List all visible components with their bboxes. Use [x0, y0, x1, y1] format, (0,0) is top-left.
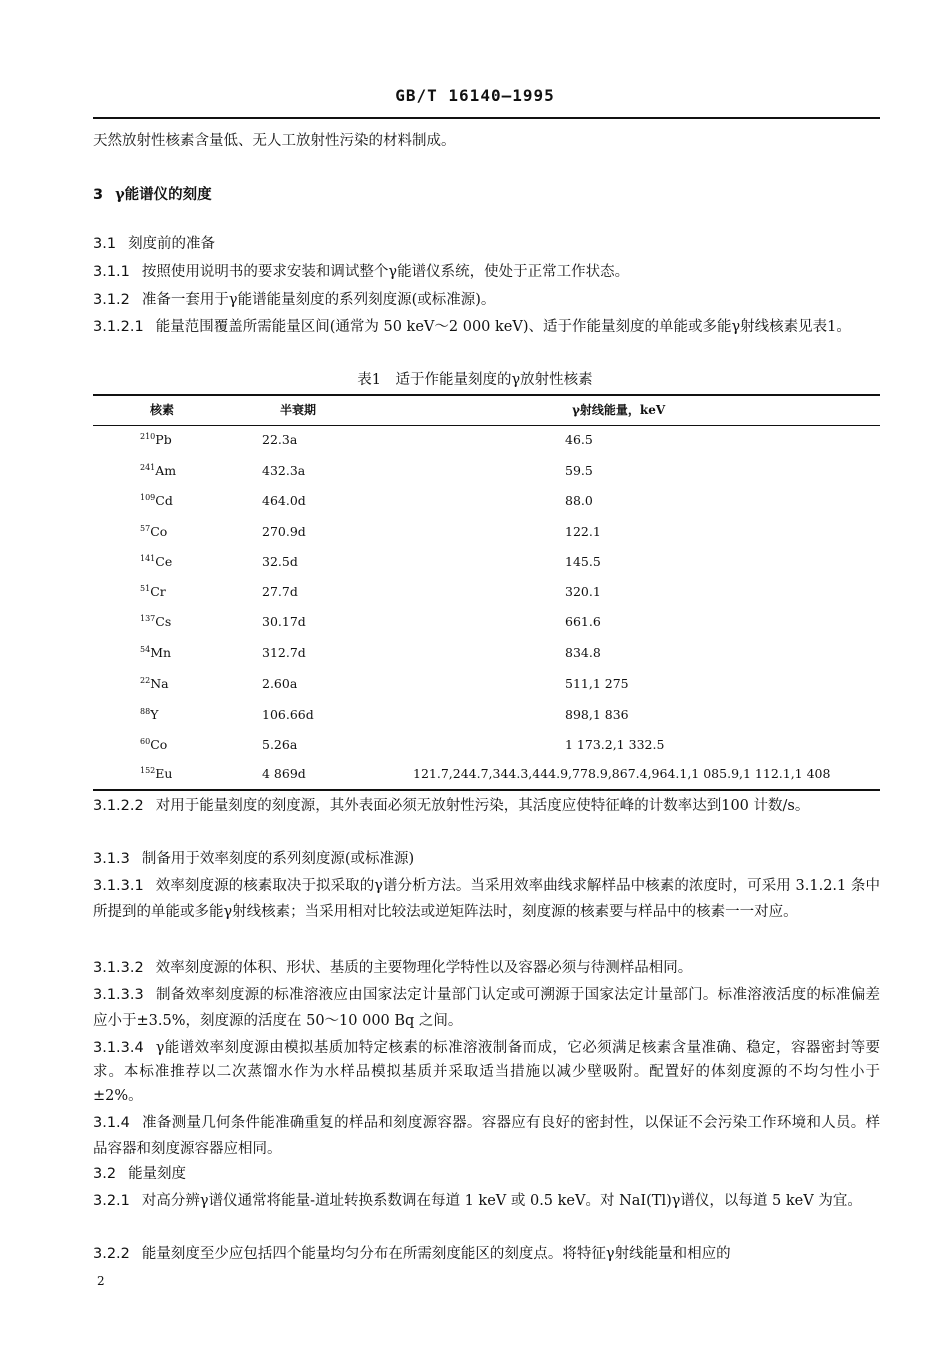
- section-3-2-heading: [93, 1161, 880, 1187]
- mass-number: 88: [140, 707, 151, 716]
- element-symbol: Y: [150, 707, 159, 723]
- section-number: 3: [93, 187, 104, 203]
- section-number: 3.2: [93, 1166, 117, 1182]
- clause-number: 3.1.2.2: [93, 798, 144, 814]
- nuclide-cell: [140, 554, 172, 569]
- half-life-cell: 32.5d: [262, 554, 298, 569]
- half-life-cell: 106.66d: [262, 707, 314, 722]
- table-row: [0, 554, 950, 574]
- energy-cell: 511,1 275: [565, 676, 629, 691]
- nuclide-cell: [140, 524, 167, 539]
- mass-number: 141: [140, 554, 156, 563]
- clause-text: 制备用于效率刻度的系列刻度源(或标准源): [141, 851, 415, 867]
- clause-3-1-3-2: [93, 955, 880, 981]
- clause-text: 能量范围覆盖所需能量区间(通常为 50 keV～2 000 keV)、适于作能量刻度的单能或多能γ射线核素见表1。: [155, 319, 851, 335]
- energy-cell: 46.5: [565, 432, 593, 447]
- energy-cell: 834.8: [565, 645, 601, 660]
- table-row: [0, 645, 950, 665]
- half-life-cell: 5.26a: [262, 737, 298, 752]
- table-row: [0, 707, 950, 727]
- clause-number: 3.1.3.3: [93, 987, 144, 1003]
- element-symbol: Eu: [155, 766, 173, 782]
- clause-text: 对高分辨γ谱仪通常将能量-道址转换系数调在每道 1 keV 或 0.5 keV。对 NaI(Tl)γ谱仪，以每道 5 keV 为宜。: [141, 1193, 862, 1209]
- energy-cell: 898,1 836: [565, 707, 629, 722]
- mass-number: 109: [140, 493, 156, 502]
- clause-text: 效率刻度源的体积、形状、基质的主要物理化学特性以及容器必须与待测样品相同。: [155, 960, 693, 976]
- element-symbol: Am: [155, 463, 177, 479]
- element-symbol: Ce: [155, 554, 173, 570]
- clause-number: 3.2.1: [93, 1193, 130, 1209]
- mass-number: 54: [140, 645, 151, 654]
- page-number: 2: [97, 1274, 105, 1288]
- nuclide-cell: [140, 737, 167, 752]
- clause-text: 准备测量几何条件能准确重复的样品和刻度源容器。容器应有良好的密封性，以保证不会污染工作环境和人员。样品容器和刻度源容器应相同。: [93, 1115, 880, 1157]
- table-row: [0, 614, 950, 634]
- energy-cell: 1 173.2,1 332.5: [565, 737, 665, 752]
- element-symbol: Co: [150, 524, 168, 540]
- section-number: 3.1: [93, 236, 117, 252]
- table-header-rule: [93, 425, 880, 426]
- half-life-cell: 432.3a: [262, 463, 306, 478]
- half-life-cell: 2.60a: [262, 676, 298, 691]
- table-caption: 表1 适于作能量刻度的γ放射性核素: [357, 372, 593, 388]
- clause-text: 按照使用说明书的要求安装和调试整个γ能谱仪系统，使处于正常工作状态。: [141, 264, 630, 280]
- table-header-nuclide: 核素: [150, 403, 175, 417]
- clause-3-1-2: [93, 287, 880, 313]
- clause-3-2-1: [93, 1188, 880, 1214]
- clause-text: 能量刻度至少应包括四个能量均匀分布在所需刻度能区的刻度点。将特征γ射线能量和相应的: [141, 1246, 731, 1262]
- mass-number: 137: [140, 614, 156, 623]
- section-title: γ能谱仪的刻度: [115, 186, 212, 203]
- table-row: [0, 524, 950, 544]
- section-3-heading: [93, 182, 880, 208]
- half-life-cell: 22.3a: [262, 432, 298, 447]
- clause-3-1-4: [93, 1110, 880, 1162]
- nuclide-cell: [140, 676, 169, 691]
- table-header-half-life: 半衰期: [280, 403, 317, 417]
- half-life-cell: 30.17d: [262, 614, 306, 629]
- clause-number: 3.1.3.1: [93, 878, 144, 894]
- energy-cell: 88.0: [565, 493, 593, 508]
- clause-3-2-2: [93, 1241, 880, 1267]
- clause-3-1-3-1: [93, 873, 880, 925]
- half-life-cell: 270.9d: [262, 524, 306, 539]
- nuclide-cell: [140, 707, 158, 722]
- clause-3-1-2-1: [93, 314, 880, 340]
- table-row: [0, 432, 950, 452]
- header-rule: [93, 117, 880, 119]
- element-symbol: Co: [150, 737, 168, 753]
- clause-3-1-3: [93, 846, 880, 872]
- clause-number: 3.1.4: [93, 1115, 130, 1131]
- clause-number: 3.2.2: [93, 1246, 130, 1262]
- mass-number: 57: [140, 524, 151, 533]
- nuclide-cell: [140, 463, 176, 478]
- clause-text: 效率刻度源的核素取决于拟采取的γ谱分析方法。当采用效率曲线求解样品中核素的浓度时，可采用 3.1.2.1 条中所提到的单能或多能γ射线核素；当采用相对比较法或逆矩阵法时，刻度源的核素要与样品中的核素一一对应。: [93, 878, 880, 920]
- paragraph-intro: 天然放射性核素含量低、无人工放射性污染的材料制成。: [93, 133, 456, 149]
- clause-number: 3.1.2.1: [93, 319, 144, 335]
- clause-text: 制备效率刻度源的标准溶液应由国家法定计量部门认定或可溯源于国家法定计量部门。标准溶液活度的标准偏差应小于±3.5%，刻度源的活度在 50～10 000 Bq 之间。: [93, 987, 880, 1029]
- nuclide-cell: [140, 645, 171, 660]
- section-3-1-heading: [93, 231, 880, 257]
- nuclide-cell: [140, 493, 173, 508]
- table-row: [0, 463, 950, 483]
- element-symbol: Pb: [155, 432, 172, 448]
- energy-cell: 121.7,244.7,344.3,444.9,778.9,867.4,964.1,1 085.9,1 112.1,1 408: [413, 766, 831, 781]
- mass-number: 51: [140, 584, 151, 593]
- clause-text: γ能谱效率刻度源由模拟基质加特定核素的标准溶液制备而成，它必须满足核素含量准确、稳定，容器密封等要求。本标准推荐以二次蒸馏水作为水样品模拟基质并采取适当措施以减少壁吸附。配置好的体刻度源的不均匀性小于±2%。: [93, 1040, 880, 1104]
- mass-number: 241: [140, 463, 156, 472]
- mass-number: 22: [140, 676, 151, 685]
- clause-text: 对用于能量刻度的刻度源，其外表面必须无放射性污染，其活度应使特征峰的计数率达到100 计数/s。: [155, 798, 810, 814]
- element-symbol: Cd: [155, 493, 173, 509]
- half-life-cell: 312.7d: [262, 645, 306, 660]
- clause-text: 准备一套用于γ能谱能量刻度的系列刻度源(或标准源)。: [141, 292, 496, 308]
- section-title: 能量刻度: [128, 1166, 187, 1182]
- clause-number: 3.1.1: [93, 264, 130, 280]
- section-title: 刻度前的准备: [128, 236, 216, 252]
- element-symbol: Mn: [150, 645, 172, 661]
- clause-number: 3.1.3: [93, 851, 130, 867]
- half-life-cell: 4 869d: [262, 766, 306, 781]
- clause-3-1-3-4: [93, 1036, 880, 1108]
- nuclide-cell: [140, 584, 166, 599]
- nuclide-cell: [140, 614, 171, 629]
- clause-number: 3.1.2: [93, 292, 130, 308]
- table-top-rule: [93, 394, 880, 396]
- element-symbol: Na: [150, 676, 169, 692]
- element-symbol: Cr: [150, 584, 166, 600]
- table-row: [0, 737, 950, 757]
- mass-number: 210: [140, 432, 156, 441]
- table-row: [0, 766, 950, 786]
- energy-cell: 661.6: [565, 614, 601, 629]
- clause-3-1-3-3: [93, 982, 880, 1034]
- table-row: [0, 493, 950, 513]
- energy-cell: 145.5: [565, 554, 601, 569]
- table-row: [0, 584, 950, 604]
- table-header-energy: γ射线能量，keV: [572, 403, 666, 417]
- clause-number: 3.1.3.2: [93, 960, 144, 976]
- energy-cell: 59.5: [565, 463, 593, 478]
- energy-cell: 320.1: [565, 584, 601, 599]
- table-row: [0, 676, 950, 696]
- mass-number: 60: [140, 737, 151, 746]
- half-life-cell: 464.0d: [262, 493, 306, 508]
- nuclide-cell: [140, 432, 172, 447]
- clause-3-1-2-2: [93, 793, 880, 819]
- clause-number: 3.1.3.4: [93, 1040, 144, 1056]
- nuclide-cell: [140, 766, 172, 781]
- element-symbol: Cs: [155, 614, 172, 630]
- energy-cell: 122.1: [565, 524, 601, 539]
- document-id-header: GB/T 16140—1995: [395, 86, 555, 105]
- clause-3-1-1: [93, 259, 880, 285]
- table-bottom-rule: [93, 789, 880, 791]
- half-life-cell: 27.7d: [262, 584, 298, 599]
- mass-number: 152: [140, 766, 156, 775]
